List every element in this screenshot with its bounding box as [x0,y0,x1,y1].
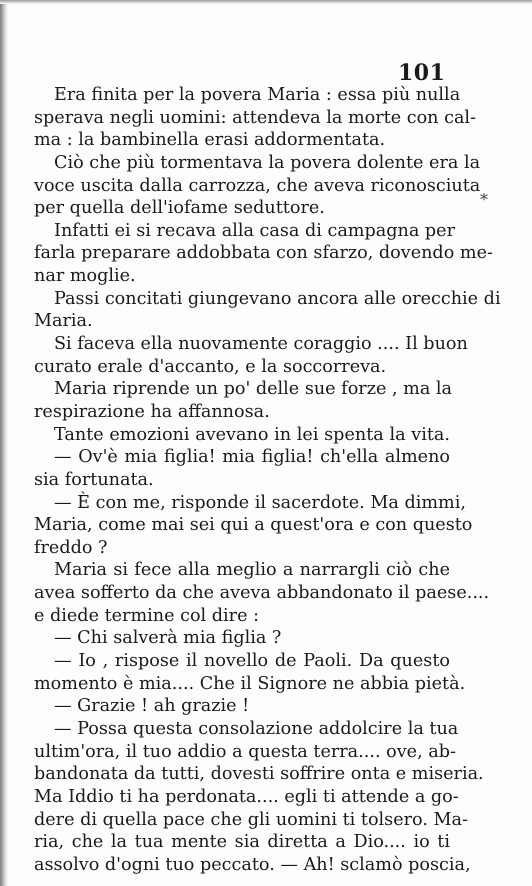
page-number: 101 [398,60,446,86]
text-line: Maria, come mai sei qui a quest'ora e con questo [34,515,473,536]
text-line: Passi concitati giungevano ancora alle orecchie di [54,288,501,309]
text-line: per quella dell'iofame seduttore. [34,198,325,219]
text-line: — È con me, risponde il sacerdote. Ma dimmi, [54,492,466,513]
page-top-shadow [0,0,532,4]
text-line: Ciò che più tormentava la povera dolente era la [54,152,481,173]
text-line: — Io , rispose il novello de Paoli. Da questo [54,651,450,672]
text-line: farla preparare addobbata con sfarzo, dovendo me- [34,243,493,264]
text-line: bandonata da tutti, dovesti soffrire onta e miseria. [34,764,484,785]
text-line: Si faceva ella nuovamente coraggio .... Il buon [54,334,468,355]
text-line: dere di quella pace che gli uomini ti tolsero. Ma- [34,809,468,830]
page-edge-shadow [0,0,8,886]
text-line: respirazione ha affannosa. [34,401,270,422]
text-line: curato erale d'accanto, e la soccorreva. [34,356,387,377]
text-line: Maria. [34,311,93,332]
text-line: freddo ? [34,537,108,558]
text-line: Ma Iddio ti ha perdonata.... egli ti attende a go- [34,786,459,807]
text-line: — Chi salverà mia figlia ? [54,628,282,649]
text-line: Tante emozioni avevano in lei spenta la vita. [54,424,450,445]
text-line: ultim'ora, il tuo addio a questa terra.... ove, ab- [34,741,456,762]
text-line: avea sofferto da che aveva abbandonato il paese.... [34,583,490,604]
text-line: Era finita per la povera Maria : essa più nulla [54,85,461,105]
text-line: ria, che la tua mente sia diretta a Dio.... io ti [34,832,450,853]
text-line: nar moglie. [34,266,136,287]
text-line: assolvo d'ogni tuo peccato. — Ah! sclamò poscia, [34,854,471,875]
text-line: Maria riprende un po' delle sue forze , ma la [54,379,453,400]
stray-ink-mark: * [480,190,488,209]
text-line: — Ov'è mia figlia! mia figlia! ch'ella almeno [54,447,450,468]
text-line: e diede termine col dire : [34,605,260,626]
text-line: Maria si fece alla meglio a narrargli ciò che [54,560,450,581]
text-line: sia fortunata. [34,469,154,490]
text-line: sperava negli uomini: attendeva la morte con cal- [34,107,477,128]
text-line: voce uscita dalla carrozza, che aveva riconosciuta [34,175,481,196]
text-line: — Grazie ! ah grazie ! [54,696,250,717]
text-line: momento è mia.... Che il Signore ne abbia pietà. [34,673,466,694]
body-text [34,84,501,876]
text-line: — Possa questa consolazione addolcire la tua [54,718,459,739]
text-line: Infatti ei si recava alla casa di campagna per [54,220,456,241]
text-line: ma : la bambinella erasi addormentata. [34,130,386,151]
